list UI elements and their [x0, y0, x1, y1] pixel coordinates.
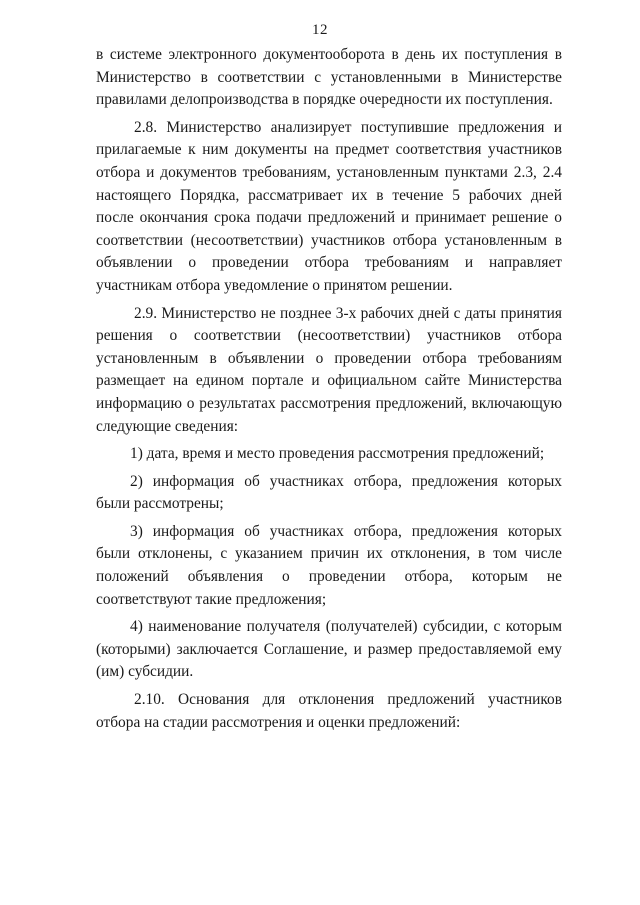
paragraph-2-8: 2.8. Министерство анализирует поступившие предложения и прилагаемые к ним документы на предмет соответствия участников отбора и документов требованиям, установленным пунктами 2.3, 2.4 настоящего Порядка, рассматривает их в течение 5 рабочих дней после окончания срока подачи предложений и принимает решение о соответствии (несоответствии) участников отбора установленным в объявлении о проведении отбора требованиям и направляет участникам отбора уведомление о принятом решении.: [96, 118, 562, 294]
page-number: 12: [312, 22, 328, 38]
list-item-4: 4) наименование получателя (получателей) субсидии, с которым (которыми) заключается Соглашение, и размер предоставляемой ему (им) субсидии.: [96, 618, 562, 681]
paragraph-2-9: 2.9. Министерство не позднее 3-х рабочих дней с даты принятия решения о соответствии (несоответствии) участников отбора установленным в объявлении о проведении отбора требованиям размещает на едином портале и официальном сайте Министерства информацию о результатах рассмотрения предложений, включающую следующие сведения:: [96, 304, 562, 435]
paragraph-2-10: 2.10. Основания для отклонения предложений участников отбора на стадии рассмотрения и оценки предложений:: [96, 691, 562, 731]
list-item-1: 1) дата, время и место проведения рассмотрения предложений;: [130, 445, 545, 463]
document-body: [96, 44, 562, 739]
paragraph-continuation: в системе электронного документооборота в день их поступления в Министерство в соответствии с установленными в Министерстве правилами делопроизводства в порядке очередности их поступления.: [96, 46, 562, 109]
list-item-3: 3) информация об участниках отбора, предложения которых были отклонены, с указанием причин их отклонения, в том числе положений объявления о проведении отбора, которым не соответствуют такие предложения;: [96, 522, 562, 608]
list-item-2: 2) информация об участниках отбора, предложения которых были рассмотрены;: [96, 472, 562, 513]
